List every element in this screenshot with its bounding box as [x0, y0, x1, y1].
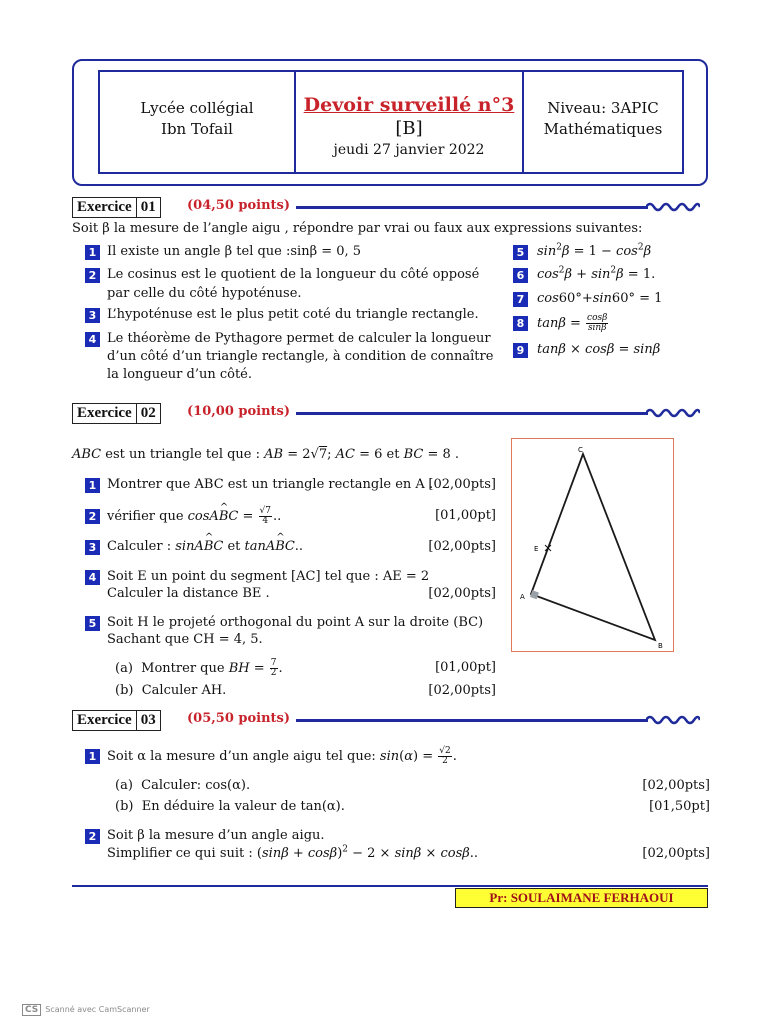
ex3-sub-b: (b) En déduire la valeur de tan(α). [115, 799, 345, 814]
ex1-item-5: $\sin^2\beta = 1 - \cos^2\beta$ [537, 242, 652, 259]
ex3-item-2-points: [02,00pts] [642, 846, 710, 861]
ex1-item-6: $\cos^2\beta + \sin^2\beta = 1$. [537, 265, 656, 282]
camscanner-watermark [22, 1004, 150, 1016]
camscanner-text: Scanné avec CamScanner [45, 1005, 150, 1014]
ex1-item-3: L’hypoténuse est le plus petit coté du triangle rectangle. [107, 307, 479, 322]
exercise-3-heading [72, 710, 161, 731]
item-number-badge: 3 [85, 308, 100, 323]
item-number-badge: 1 [85, 478, 100, 493]
wave-ornament [646, 406, 700, 420]
ex2-item-1-points: [02,00pts] [428, 477, 496, 492]
exercise-label: Exercice [77, 712, 132, 728]
ex1-item-7: cos60°+sin60° = 1 [537, 291, 663, 306]
header-table [98, 70, 684, 174]
ex2-item-5-line2: Sachant que CH = 4, 5. [107, 632, 263, 647]
ex3-sub-b-points: [01,50pt] [649, 799, 710, 814]
item-number-badge: 4 [85, 570, 100, 585]
wave-ornament [646, 200, 700, 214]
item-number-badge: 1 [85, 245, 100, 260]
exercise-number: 03 [136, 711, 160, 730]
item-number-badge: 4 [85, 332, 100, 347]
ex2-sub-a: (a) Montrer que BH = $\frac{7}{2}$ . [115, 658, 283, 678]
ex1-item-9: tanβ × cosβ = sinβ [537, 342, 661, 357]
item-number-badge: 2 [85, 829, 100, 844]
ex2-item-5-line1: Soit H le projeté orthogonal du point A sur la droite (BC) [107, 615, 484, 630]
ex1-item-4-line2: d’un côté d’un triangle rectangle, à condition de connaître [107, 349, 494, 364]
ex2-item-1: Montrer que ABC est un triangle rectangle en A . [107, 477, 434, 492]
ex3-item-1: Soit α la mesure d’un angle aigu tel que: sin(α) = $\frac{√2}{2}$ . [107, 746, 457, 766]
exercise-2-intro: ABC est un triangle tel que : AB = 2√7; AC = 6 et BC = 8 . [72, 447, 460, 462]
vertex-c-label: C [578, 446, 583, 454]
exercise-2-points: (10,00 points) [187, 404, 291, 419]
ex2-item-2: vérifier que cosA^ BC = $\frac{√7}{4}$ .. [107, 507, 281, 526]
item-number-badge: 3 [85, 540, 100, 555]
ex1-item-8: tanβ = $\frac{\cos\beta}{\sin\beta}$ [537, 313, 608, 333]
item-number-badge: 6 [513, 268, 528, 283]
ex2-item-3-points: [02,00pts] [428, 539, 496, 554]
ex1-item-2-line1: Le cosinus est le quotient de la longueur du côté opposé [107, 267, 480, 282]
item-number-badge: 7 [513, 292, 528, 307]
ex2-item-4-points: [02,00pts] [428, 586, 496, 601]
heading-rule [296, 206, 648, 209]
school-line2: Ibn Tofail [161, 120, 233, 138]
item-number-badge: 5 [85, 616, 100, 631]
item-number-badge: 9 [513, 343, 528, 358]
triangle-diagram [512, 439, 672, 650]
ex3-sub-a-points: [02,00pts] [642, 778, 710, 793]
item-number-badge: 1 [85, 749, 100, 764]
ex3-item-2-line2: Simplifier ce qui suit : $(\sin\beta + \cos\beta)^2 - 2 \times \sin\beta \times \cos\beta$.. [107, 844, 479, 861]
item-number-badge: 2 [85, 268, 100, 283]
ex2-sub-b: (b) Calculer AH. [115, 683, 227, 698]
exercise-1-heading [72, 197, 161, 218]
title-cell [296, 72, 522, 172]
ex1-item-4-line3: la longueur d’un côté. [107, 367, 252, 382]
school-line1: Lycée collégial [140, 99, 254, 117]
ex3-item-2-line1: Soit β la mesure d’un angle aigu. [107, 828, 325, 843]
exercise-1-points: (04,50 points) [187, 198, 291, 213]
ex2-item-3: Calculer : sinA^ BC et tanA^ BC.. [107, 538, 303, 556]
ex1-item-4-line1: Le théorème de Pythagore permet de calculer la longueur [107, 331, 491, 346]
ex2-item-4-line1: Soit E un point du segment [AC] tel que : AE = 2 [107, 569, 430, 584]
school-cell [100, 72, 294, 172]
item-number-badge: 8 [513, 316, 528, 331]
vertex-a-label: A [520, 593, 525, 601]
item-number-badge: 5 [513, 245, 528, 260]
exercise-2-heading [72, 403, 161, 424]
subject: Mathématiques [543, 120, 663, 138]
ex2-item-2-points: [01,00pt] [435, 508, 496, 523]
exercise-number: 01 [136, 198, 160, 217]
exam-date: jeudi 27 janvier 2022 [333, 142, 485, 158]
ex2-sub-a-points: [01,00pt] [435, 660, 496, 675]
exercise-label: Exercice [77, 199, 132, 215]
camscanner-logo: CS [22, 1004, 41, 1016]
ex3-sub-a: (a) Calculer: cos(α). [115, 778, 251, 793]
point-e-label: E [534, 545, 539, 553]
ex2-sub-b-points: [02,00pts] [428, 683, 496, 698]
ex2-item-4-line2: Calculer la distance BE . [107, 586, 270, 601]
ex1-item-1: Il existe un angle β tel que :sinβ = 0, 5 [107, 244, 362, 259]
exercise-number: 02 [136, 404, 160, 423]
author-badge: Pr: SOULAIMANE FERHAOUI [455, 888, 708, 908]
heading-rule [296, 412, 648, 415]
heading-rule [296, 719, 648, 722]
exam-variant: [B] [395, 118, 423, 139]
item-number-badge: 2 [85, 509, 100, 524]
vertex-b-label: B [658, 642, 663, 650]
level: Niveau: 3APIC [547, 99, 659, 117]
footer-rule [72, 885, 708, 887]
level-cell [524, 72, 682, 172]
exercise-label: Exercice [77, 405, 132, 421]
ex1-item-2-line2: par celle du côté hypoténuse. [107, 286, 302, 301]
exam-title: Devoir surveillé n°3 [303, 94, 515, 116]
triangle-figure [511, 438, 674, 652]
exercise-3-points: (05,50 points) [187, 711, 291, 726]
exercise-1-intro: Soit β la mesure de l’angle aigu , répondre par vrai ou faux aux expressions suivantes: [72, 221, 643, 236]
wave-ornament [646, 713, 700, 727]
